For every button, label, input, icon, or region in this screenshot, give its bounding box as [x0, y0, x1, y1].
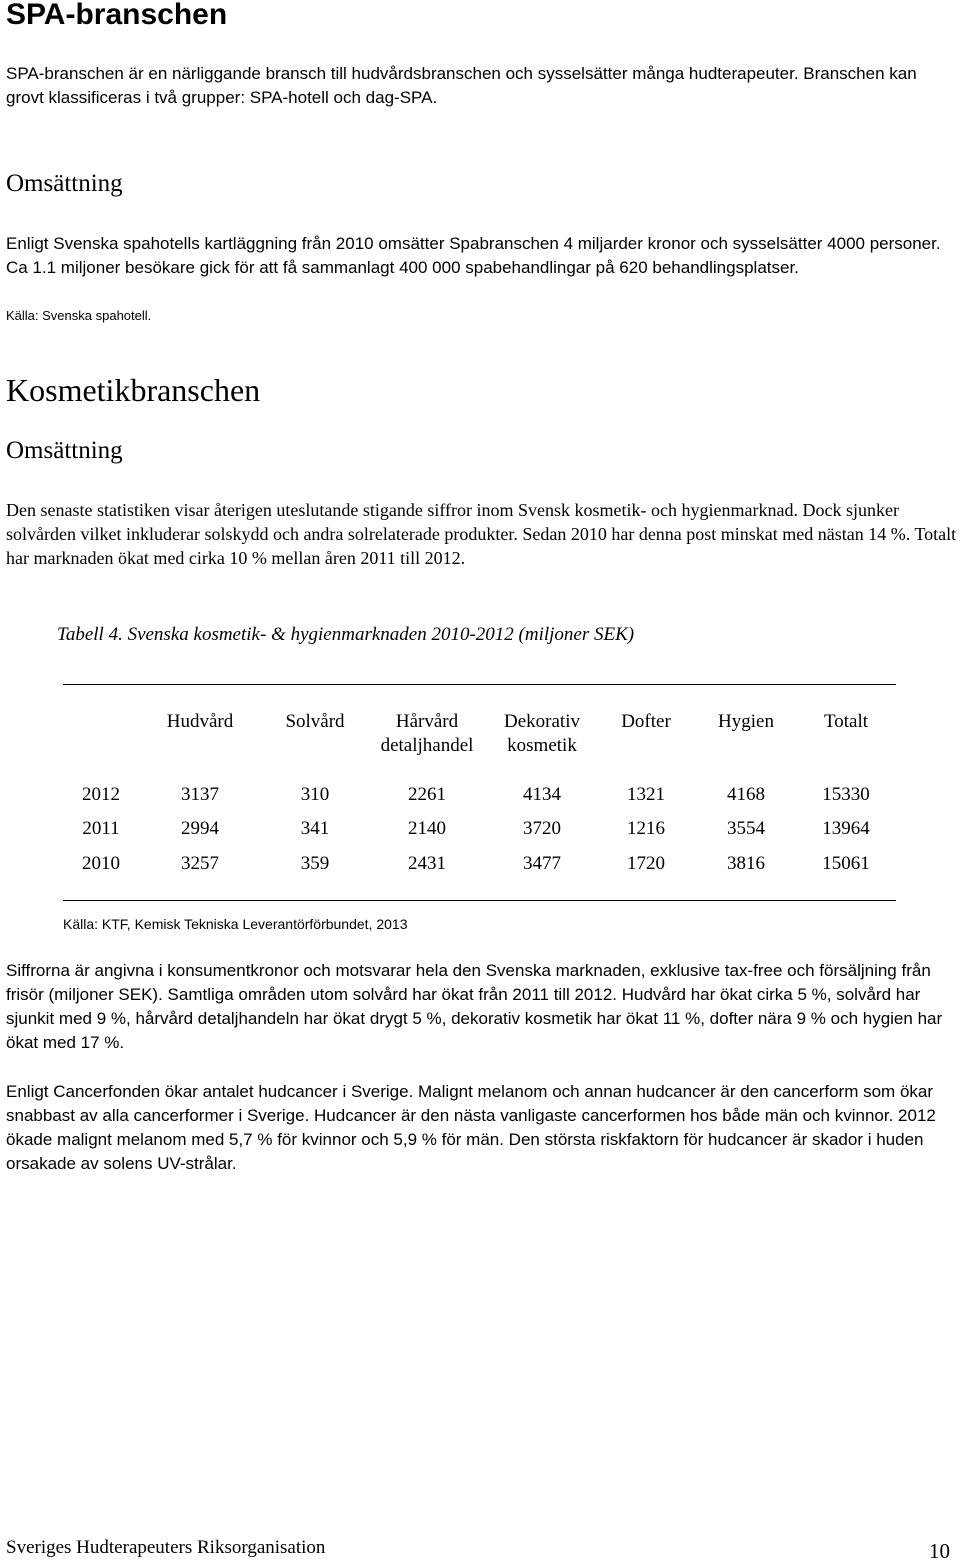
- cell-totalt: 15061: [822, 853, 870, 874]
- col-header-dekorativ: [487, 710, 597, 758]
- cell-dekorativ: 3720: [523, 818, 561, 839]
- table-source-note: Källa: KTF, Kemisk Tekniska Leverantörförbundet, 2013: [63, 916, 408, 932]
- cell-hygien: 3816: [727, 853, 765, 874]
- cell-solvard: 341: [300, 818, 330, 839]
- col-header-solvard: [265, 710, 365, 734]
- col-header-dofter: [596, 710, 696, 734]
- col-header-harvard-line2: detaljhandel: [380, 735, 474, 756]
- cell-hygien: 3554: [727, 818, 765, 839]
- cell-dofter: 1216: [627, 818, 665, 839]
- spa-omsattning-paragraph: Enligt Svenska spahotells kartläggning från 2010 omsätter Spabranschen 4 miljarder kronor och sysselsätter 4000 personer. Ca 1.1 miljoner besökare gick för att få sammanlagt 400 000 spabehandlingar på 620 behandlingsplatser.: [6, 234, 941, 277]
- cell-dofter: 1321: [627, 784, 665, 805]
- cell-totalt: 15330: [822, 784, 870, 805]
- table-bottom-rule: [63, 900, 896, 901]
- cell-year: 2010: [82, 853, 120, 874]
- cell-dekorativ: 3477: [523, 853, 561, 874]
- col-header-totalt-text: Totalt: [823, 711, 869, 732]
- col-header-hudvard-text: Hudvård: [166, 711, 234, 732]
- col-header-dekorativ-line2: kosmetik: [507, 735, 577, 756]
- spa-omsattning-heading: Omsättning: [6, 170, 123, 197]
- cell-hudvard: 3257: [181, 853, 219, 874]
- footer-organization: Sveriges Hudterapeuters Riksorganisation: [6, 1537, 326, 1558]
- col-header-dekorativ-line1: Dekorativ: [504, 711, 580, 732]
- cell-year: 2012: [82, 784, 120, 805]
- cell-harvard: 2140: [408, 818, 446, 839]
- hudcancer-paragraph: Enligt Cancerfonden ökar antalet hudcancer i Sverige. Malignt melanom och annan hudcancer är den cancerform som ökar snabbast av alla cancerformer i Sverige. Hudcancer är den nästa vanligaste cancerformen hos både män och kvinnor. 2012 ökade malignt melanom med 5,7 % för kvinnor och 5,9 % för män. Den största riskfaktorn för hudcancer är skador i huden orsakade av solens UV-strålar.: [6, 1082, 936, 1173]
- cell-hygien: 4168: [727, 784, 765, 805]
- col-header-harvard-line1: Hårvård: [395, 711, 459, 732]
- col-header-hygien: [696, 710, 796, 734]
- cell-solvard: 310: [300, 784, 330, 805]
- col-header-totalt: [796, 710, 896, 734]
- kosmetik-paragraph: Den senaste statistiken visar återigen uteslutande stigande siffror inom Svensk kosmetik- och hygienmarknad. Dock sjunker solvården vilket inkluderar solskydd och andra solrelaterade produkter. Sedan 2010 har denna post minskat med nästan 14 %. Totalt har marknaden ökat med cirka 10 % mellan åren 2011 till 2012.: [6, 500, 957, 568]
- cell-hudvard: 2994: [181, 818, 219, 839]
- col-header-solvard-text: Solvård: [285, 711, 345, 732]
- cell-harvard: 2431: [408, 853, 446, 874]
- spa-intro-paragraph: SPA-branschen är en närliggande bransch till hudvårdsbranschen och sysselsätter många hudterapeuter. Branschen kan grovt klassificeras i två grupper: SPA-hotell och dag-SPA.: [6, 64, 917, 107]
- kosmetik-omsattning-heading: Omsättning: [6, 437, 123, 464]
- cell-solvard: 359: [300, 853, 330, 874]
- cell-dekorativ: 4134: [523, 784, 561, 805]
- siffror-paragraph: Siffrorna är angivna i konsumentkronor och motsvarar hela den Svenska marknaden, exklusive tax-free och försäljning från frisör (miljoner SEK). Samtliga områden utom solvård har ökat från 2011 till 2012. Hudvård har ökat cirka 5 %, solvård har sjunkit med 9 %, hårvård detaljhandeln har ökat drygt 5 %, dekorativ kosmetik har ökat 11 %, dofter nära 9 % och hygien har ökat med 17 %.: [6, 961, 943, 1052]
- table-top-rule: [63, 684, 896, 685]
- cell-totalt: 13964: [822, 818, 870, 839]
- col-header-hudvard: [150, 710, 250, 734]
- col-header-harvard: [362, 710, 492, 758]
- table-caption: Tabell 4. Svenska kosmetik- & hygienmarknaden 2010-2012 (miljoner SEK): [57, 624, 635, 645]
- page-number: 10: [929, 1539, 950, 1563]
- cell-dofter: 1720: [627, 853, 665, 874]
- col-header-dofter-text: Dofter: [621, 711, 671, 732]
- spa-source-note: Källa: Svenska spahotell.: [6, 308, 152, 323]
- col-header-hygien-text: Hygien: [718, 711, 774, 732]
- cell-harvard: 2261: [408, 784, 446, 805]
- kosmetik-heading: Kosmetikbranschen: [6, 372, 261, 408]
- cell-year: 2011: [82, 818, 120, 839]
- page-title: SPA-branschen: [6, 0, 228, 31]
- cell-hudvard: 3137: [181, 784, 219, 805]
